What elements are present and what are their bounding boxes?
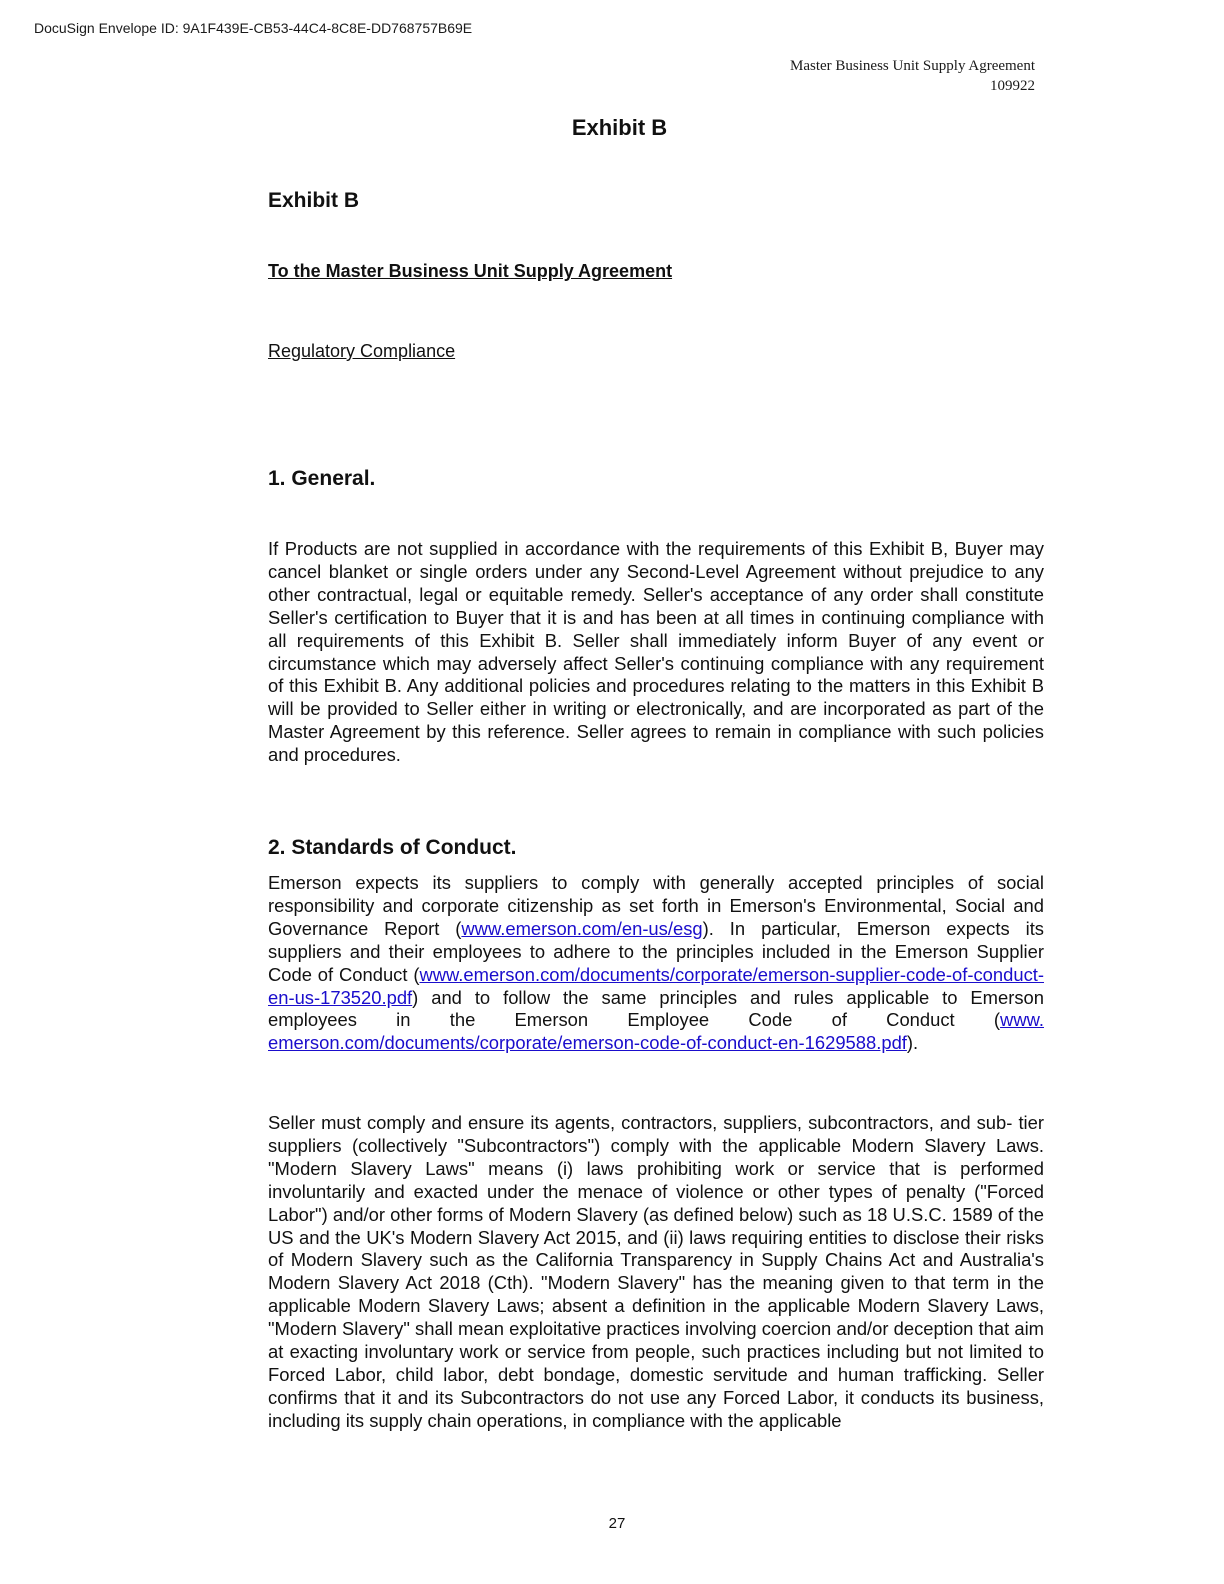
paragraph-text: Emerson expects its suppliers to comply with generally accepted principles of social responsibility and corporate citizenship as set forth in Emerson's Environmental, Social and Governance Report ( bbox=[268, 872, 1044, 939]
page-title: Exhibit B bbox=[571, 115, 668, 140]
running-header-number: 109922 bbox=[990, 78, 1035, 94]
employee-code-link[interactable]: www. emerson.com/documents/corporate/emerson-code-of-conduct-en-1629588.pdf bbox=[268, 1009, 1044, 1054]
section-1-body: If Products are not supplied in accordance with the requirements of this Exhibit B, Buyer may cancel blanket or single orders under any Second-Level Agreement without prejudice to any other contractual, legal or equitable remedy. Seller's acceptance of any order shall constitute Seller's certification to Buyer that it is and has been at all times in continuing compliance with all requirements of this Exhibit B. Seller shall immediately inform Buyer of any event or circumstance which may adversely affect Seller's continuing compliance with any requirement of this Exhibit B. Any additional policies and procedures relating to the matters in this Exhibit B will be provided to Seller either in writing or electronically, and are incorporated as part of the Master Agreement by this reference. Seller agrees to remain in compliance with such policies and procedures. bbox=[268, 538, 1044, 766]
paragraph-text: ). bbox=[906, 1032, 919, 1054]
section-2-paragraph-1 bbox=[268, 872, 1044, 1055]
agreement-reference-heading: To the Master Business Unit Supply Agreement bbox=[268, 261, 673, 281]
running-header-title: Master Business Unit Supply Agreement bbox=[790, 58, 1035, 74]
regulatory-compliance-heading: Regulatory Compliance bbox=[268, 341, 456, 361]
exhibit-subtitle: Exhibit B bbox=[268, 189, 360, 212]
supplier-code-link[interactable]: www.emerson.com/documents/corporate/emerson-supplier-code-of-conduct-en-us-173520.pdf bbox=[268, 963, 1044, 1008]
section-2-paragraph-2: Seller must comply and ensure its agents, contractors, suppliers, subcontractors, and sub- tier suppliers (collectively "Subcontractors") comply with the applicable Modern Slavery Laws. "Modern Slavery Laws" means (i) laws prohibiting work or service that is performed involuntarily and exacted under the menace of violence or other types of penalty ("Forced Labor") and/or other forms of Modern Slavery (as defined below) such as 18 U.S.C. 1589 of the US and the UK's Modern Slavery Act 2015, and (ii) laws requiring entities to disclose their risks of Modern Slavery such as the California Transparency in Supply Chains Act and Australia's Modern Slavery Act 2018 (Cth). "Modern Slavery" has the meaning given to that term in the applicable Modern Slavery Laws; absent a definition in the applicable Modern Slavery Laws, "Modern Slavery" shall mean exploitative practices involving coercion and/or deception that aim at exacting involuntary work or service from people, such practices including but not limited to Forced Labor, child labor, debt bondage, domestic servitude and human trafficking. Seller confirms that it and its Subcontractors do not use any Forced Labor, it conducts its business, including its supply chain operations, in compliance with the applicable bbox=[268, 1112, 1044, 1431]
docusign-envelope-id: DocuSign Envelope ID: 9A1F439E-CB53-44C4-8C8E-DD768757B69E bbox=[34, 20, 473, 36]
esg-report-link[interactable]: www.emerson.com/en-us/esg bbox=[461, 917, 703, 939]
section-1-heading: 1. General. bbox=[268, 467, 376, 490]
running-header bbox=[790, 56, 1035, 96]
page-number: 27 bbox=[608, 1515, 626, 1532]
paragraph-text: ) and to follow the same principles and rules applicable to Emerson employees in the Emerson Employee Code of Conduct ( bbox=[268, 986, 1044, 1031]
paragraph-text: ). In particular, Emerson expects its suppliers and their employees to adhere to the principles included in the Emerson Supplier Code of Conduct ( bbox=[268, 917, 1044, 985]
section-2-heading: 2. Standards of Conduct. bbox=[268, 836, 517, 859]
